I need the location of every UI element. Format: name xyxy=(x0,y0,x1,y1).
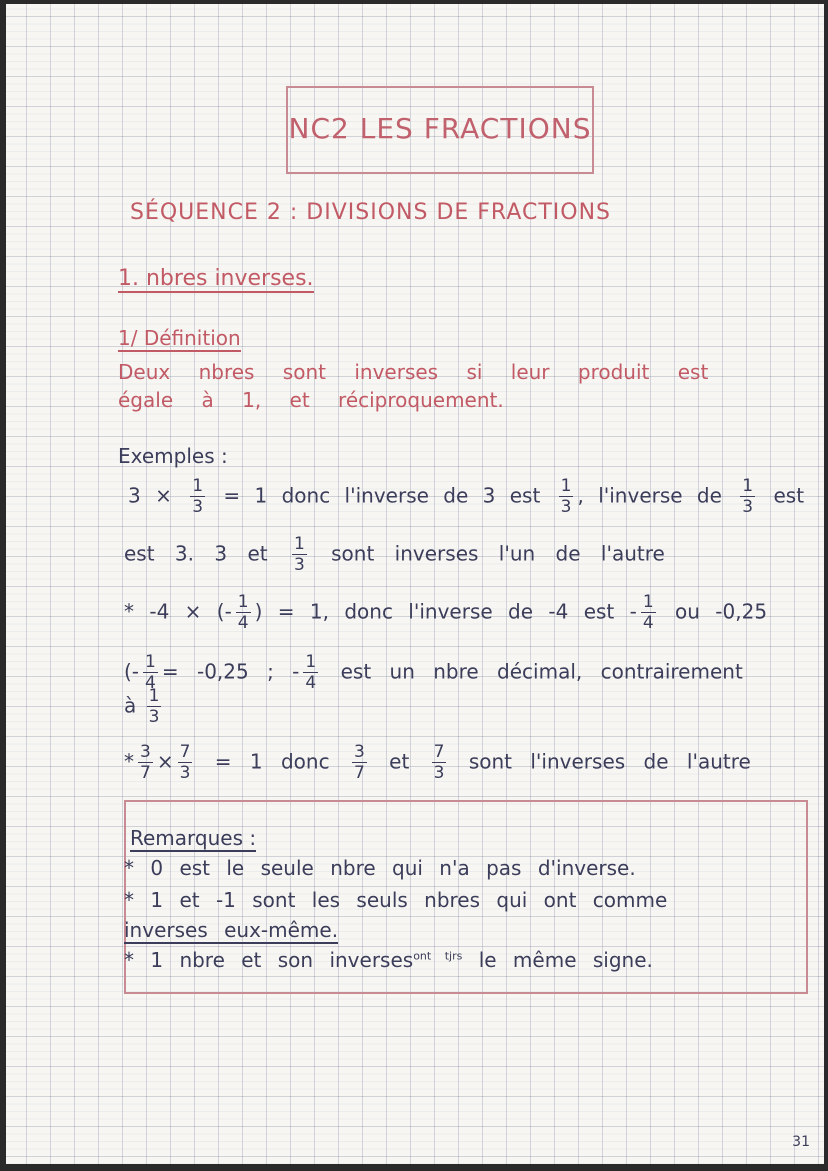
fraction-one-third: $\frac{1}{3}$ xyxy=(148,686,160,727)
ex4-pre: * xyxy=(124,749,134,774)
examples-heading: Exemples : xyxy=(118,444,228,468)
page-title: NC2 LES FRACTIONS xyxy=(288,112,592,145)
example-1-line-b xyxy=(124,536,665,574)
ex4-post: sont l'inverses de l'autre xyxy=(468,749,751,774)
remark-2: * 1 et -1 sont les seuls nbres qui ont comme xyxy=(124,888,668,912)
fraction-three-sevenths: $\frac{3}{7}$ xyxy=(140,742,151,783)
section-heading: 1. nbres inverses. xyxy=(118,266,314,291)
ex1-a-mid: , l'inverse de xyxy=(577,483,722,508)
ex4-mid: = 1 donc xyxy=(214,749,330,774)
ex2-end: ou -0,25 xyxy=(675,599,768,624)
page-number: 31 xyxy=(792,1134,810,1150)
ex3-pre: (- xyxy=(124,659,140,684)
definition-line-2: égale à 1, et réciproquement. xyxy=(118,388,504,412)
fraction-one-third: $\frac{1}{3}$ xyxy=(293,534,305,575)
fraction-one-fourth: $\frac{1}{4}$ xyxy=(305,652,317,693)
ex1-b-pre: est 3. 3 et xyxy=(124,541,268,566)
subsection-heading: 1/ Définition xyxy=(118,326,241,350)
ex4-and: et xyxy=(389,749,410,774)
fraction-one-fourth: $\frac{1}{4}$ xyxy=(145,652,156,693)
ex1-a-end: est xyxy=(773,483,805,508)
remark-3: inverses eux-même. xyxy=(124,918,339,942)
remark-1: * 0 est le seule nbre qui n'a pas d'inverse. xyxy=(124,856,636,880)
fraction-three-sevenths: $\frac{3}{7}$ xyxy=(353,742,365,783)
fraction-seven-thirds: $\frac{7}{3}$ xyxy=(433,742,445,783)
title-box xyxy=(286,86,594,174)
example-4-line xyxy=(124,744,751,782)
example-3-line-a xyxy=(124,654,743,692)
ex2-post: ) = 1, donc l'inverse de -4 est - xyxy=(254,599,637,624)
ex1-b-post: sont inverses l'un de l'autre xyxy=(331,541,665,566)
example-1-line-a xyxy=(128,478,804,516)
ex3-line2: à xyxy=(124,693,137,718)
remark-4 xyxy=(124,948,653,972)
fraction-one-third: $\frac{1}{3}$ xyxy=(560,476,572,517)
fraction-seven-thirds: $\frac{7}{3}$ xyxy=(179,742,191,783)
ex3-mid: = -0,25 ; - xyxy=(161,659,300,684)
remark-4-post: le même signe. xyxy=(478,948,653,972)
remark-4-pre: * 1 nbre et son inverses xyxy=(124,948,414,972)
ex1-a-pre: 3 × xyxy=(128,483,172,508)
fraction-one-third: $\frac{1}{3}$ xyxy=(192,476,204,517)
definition-line-1: Deux nbres sont inverses si leur produit est xyxy=(118,360,709,384)
notebook-page xyxy=(6,4,824,1164)
ex1-a-post: = 1 donc l'inverse de 3 est xyxy=(223,483,541,508)
ex2-pre: * -4 × (- xyxy=(124,599,232,624)
remark-4-insert: ont tjrs xyxy=(413,949,463,963)
fraction-one-third: $\frac{1}{3}$ xyxy=(742,476,754,517)
ex4-mult: × xyxy=(156,749,174,774)
remarks-heading: Remarques : xyxy=(130,826,257,850)
example-3-line-b xyxy=(124,688,165,726)
sequence-heading: SÉQUENCE 2 : DIVISIONS DE FRACTIONS xyxy=(130,200,612,225)
example-2-line xyxy=(124,594,767,632)
ex3-post: est un nbre décimal, contrairement xyxy=(340,659,743,684)
fraction-one-fourth: $\frac{1}{4}$ xyxy=(237,592,249,633)
fraction-one-fourth: $\frac{1}{4}$ xyxy=(642,592,654,633)
